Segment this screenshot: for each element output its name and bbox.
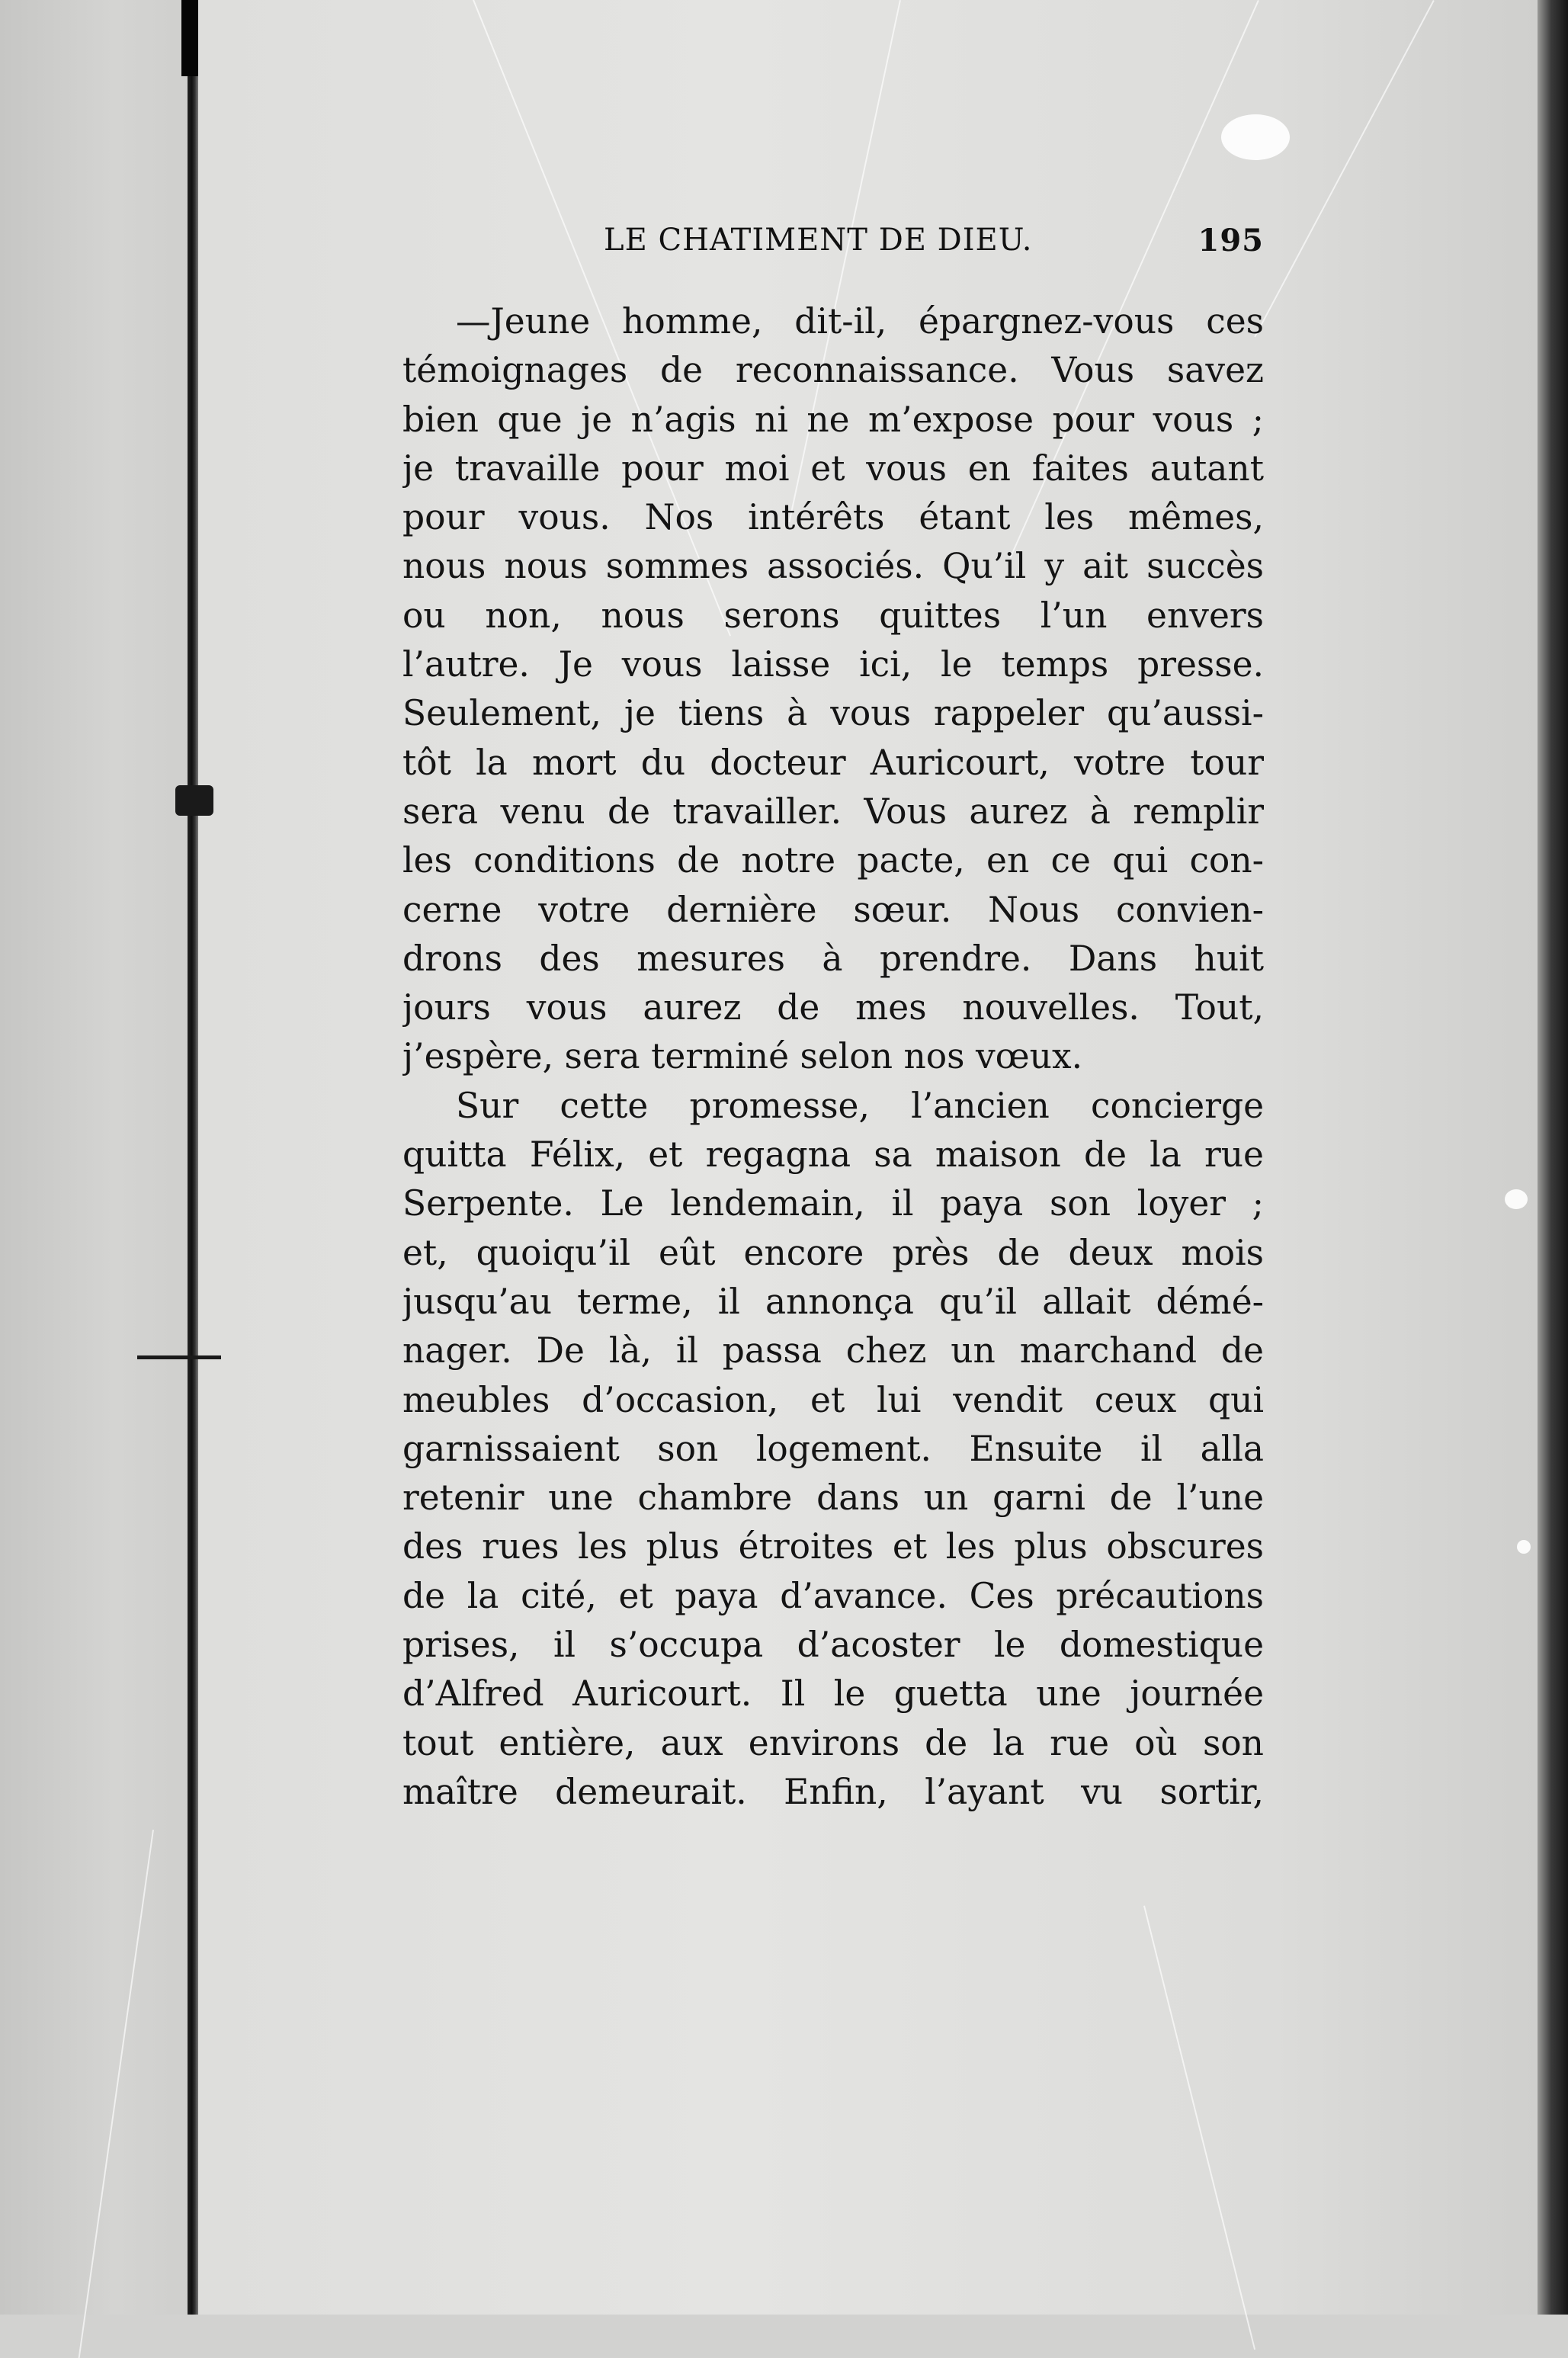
text-line: ou non, nous serons quittes l’un envers	[402, 595, 1264, 636]
scan-blotch	[1517, 1540, 1531, 1554]
text-line: maître demeurait. Enfin, l’ayant vu sortir,	[402, 1771, 1264, 1812]
text-line: d’Alfred Auricourt. Il le guetta une journée	[402, 1673, 1264, 1715]
text-line: tôt la mort du docteur Auricourt, votre tour	[402, 742, 1264, 783]
text-line: sera venu de travailler. Vous aurez à remplir	[402, 791, 1264, 832]
book-gutter	[188, 0, 198, 2315]
text-line: nous nous sommes associés. Qu’il y ait succès	[402, 546, 1264, 587]
text-line: bien que je n’agis ni ne m’expose pour vous ;	[402, 399, 1264, 440]
text-line: nager. De là, il passa chez un marchand de	[402, 1330, 1264, 1371]
text-line: garnissaient son logement. Ensuite il alla	[402, 1428, 1264, 1469]
text-line: tout entière, aux environs de la rue où son	[402, 1722, 1264, 1763]
page-header	[587, 223, 1264, 268]
text-line: Sur cette promesse, l’ancien concierge	[456, 1085, 1264, 1126]
text-line: Seulement, je tiens à vous rappeler qu’aussi-	[402, 693, 1264, 734]
text-line: Serpente. Le lendemain, il paya son loyer ;	[402, 1183, 1264, 1224]
text-line: drons des mesures à prendre. Dans huit	[402, 938, 1264, 979]
text-line: l’autre. Je vous laisse ici, le temps presse.	[402, 644, 1264, 685]
text-line: jours vous aurez de mes nouvelles. Tout,	[402, 987, 1264, 1028]
scan-blotch	[1221, 114, 1290, 160]
running-title: LE CHATIMENT DE DIEU.	[604, 223, 1033, 258]
text-line: j’espère, sera terminé selon nos vœux.	[402, 1036, 1083, 1077]
text-line: jusqu’au terme, il annonça qu’il allait démé-	[402, 1281, 1264, 1322]
text-line: les conditions de notre pacte, en ce qui con-	[402, 840, 1264, 881]
text-line: cerne votre dernière sœur. Nous convien-	[402, 889, 1264, 930]
binding-mark	[175, 785, 213, 816]
text-line: retenir une chambre dans un garni de l’une	[402, 1477, 1264, 1519]
page-right-edge	[1538, 0, 1568, 2315]
text-line: pour vous. Nos intérêts étant les mêmes,	[402, 497, 1264, 538]
previous-page-edge	[0, 0, 191, 2315]
gutter-shadow	[181, 0, 198, 76]
text-line: prises, il s’occupa d’acoster le domestique	[402, 1625, 1264, 1666]
text-line: quitta Félix, et regagna sa maison de la rue	[402, 1134, 1264, 1176]
binding-mark	[137, 1355, 221, 1359]
text-line: de la cité, et paya d’avance. Ces précautions	[402, 1575, 1264, 1616]
text-line: meubles d’occasion, et lui vendit ceux qui	[402, 1379, 1264, 1420]
body-text	[402, 297, 1264, 1817]
scan-blotch	[1505, 1189, 1528, 1209]
page-number: 195	[1198, 223, 1264, 258]
text-line: des rues les plus étroites et les plus obscures	[402, 1526, 1264, 1567]
text-line: —Jeune homme, dit-il, épargnez-vous ces	[456, 301, 1264, 342]
text-line: je travaille pour moi et vous en faites autant	[402, 448, 1264, 489]
text-line: et, quoiqu’il eût encore près de deux mois	[402, 1232, 1264, 1273]
text-line: témoignages de reconnaissance. Vous savez	[402, 350, 1264, 391]
